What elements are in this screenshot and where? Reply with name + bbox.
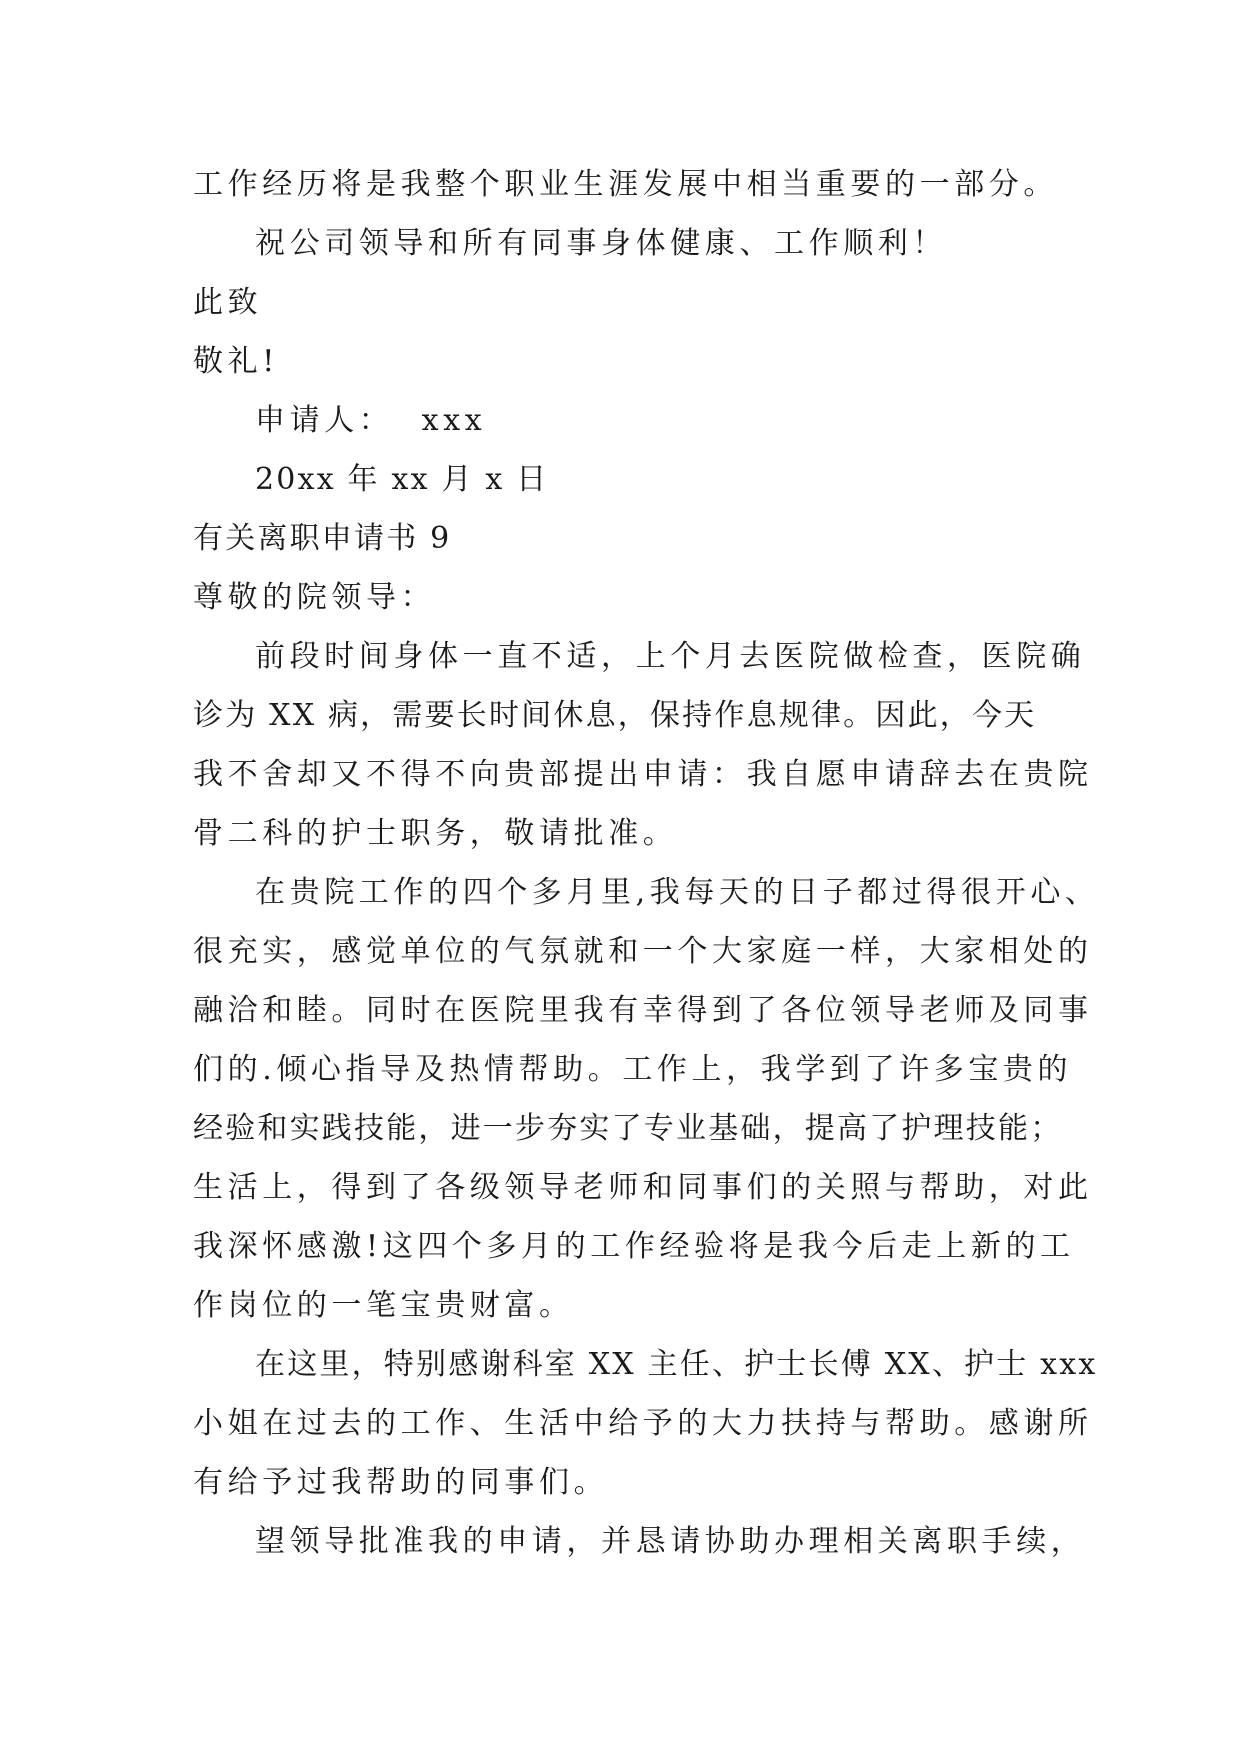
body-line: 们的.倾心指导及热情帮助。工作上，我学到了许多宝贵的 <box>193 1052 1073 1087</box>
body-line: 融洽和睦。同时在医院里我有幸得到了各位领导老师及同事 <box>193 993 1093 1028</box>
text-line-closing-fragment: 工作经历将是我整个职业生涯发展中相当重要的一部分。 <box>193 167 1058 202</box>
body-line: 我不舍却又不得不向贵部提出申请：我自愿申请辞去在贵院 <box>193 757 1093 792</box>
body-line: 骨二科的护士职务，敬请批准。 <box>193 816 678 851</box>
text-line-date: 20xx 年 xx 月 x 日 <box>255 462 549 497</box>
body-line: 生活上，得到了各级领导老师和同事们的关照与帮助，对此 <box>193 1170 1093 1205</box>
body-line: 望领导批准我的申请，并恳请协助办理相关离职手续， <box>255 1524 1086 1559</box>
text-line-salutation-2: 敬礼! <box>193 344 279 379</box>
body-line: 在这里，特别感谢科室 XX 主任、护士长傅 XX、护士 xxx <box>255 1347 1098 1382</box>
body-line: 很充实，感觉单位的气氛就和一个大家庭一样，大家相处的 <box>193 934 1093 969</box>
text-line-wish: 祝公司领导和所有同事身体健康、工作顺利！ <box>255 226 947 261</box>
text-line-addressee: 尊敬的院领导： <box>193 580 436 615</box>
body-line: 作岗位的一笔宝贵财富。 <box>193 1288 574 1323</box>
body-line: 前段时间身体一直不适，上个月去医院做检查，医院确 <box>255 639 1086 674</box>
body-line: 经验和实践技能，进一步夯实了专业基础，提高了护理技能； <box>193 1111 1063 1146</box>
letter-title: 有关离职申请书 9 <box>193 521 452 556</box>
body-line: 有给予过我帮助的同事们。 <box>193 1465 609 1500</box>
body-line: 我深怀感激!这四个多月的工作经验将是我今后走上新的工 <box>193 1229 1075 1264</box>
body-line: 小姐在过去的工作、生活中给予的大力扶持与帮助。感谢所 <box>193 1406 1093 1441</box>
body-line: 诊为 XX 病，需要长时间休息，保持作息规律。因此，今天 <box>193 698 1037 733</box>
text-line-applicant: 申请人： xxx <box>255 403 487 438</box>
body-line: 在贵院工作的四个多月里,我每天的日子都过得很开心、 <box>255 875 1100 910</box>
text-line-salutation-1: 此致 <box>193 285 263 320</box>
